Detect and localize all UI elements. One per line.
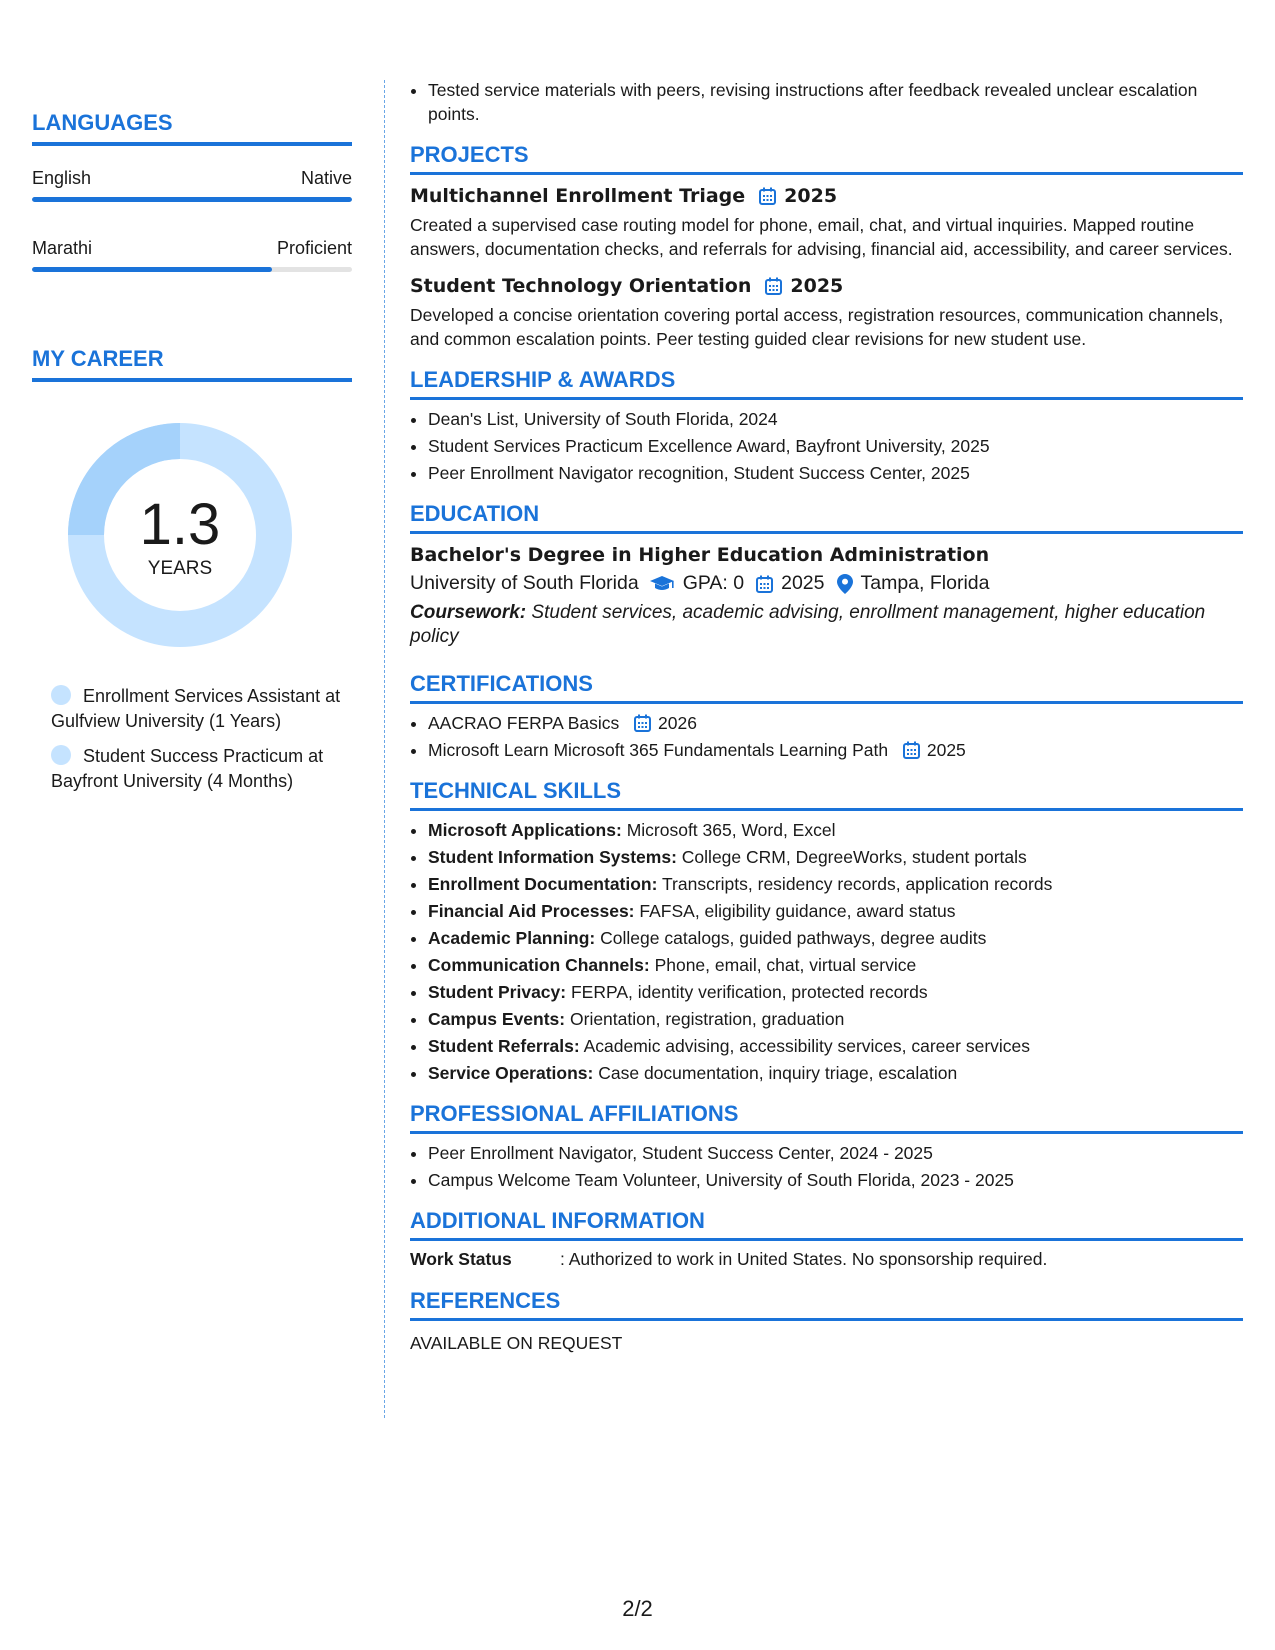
work-status-label: Work Status — [410, 1249, 512, 1269]
project-description: Created a supervised case routing model for phone, email, chat, and virtual inquiries. Mapped routine answers, documentation checks, and referrals for advising, financial aid, accessibility, and career services. — [410, 215, 1233, 259]
skill-value: FAFSA, eligibility guidance, award status — [639, 901, 956, 921]
skill-label: Enrollment Documentation: — [428, 874, 658, 894]
references-heading: REFERENCES — [410, 1288, 1243, 1321]
right-column — [410, 78, 1243, 1354]
language-name: Marathi — [32, 238, 93, 258]
location-pin-icon — [837, 574, 853, 594]
language-bar-fill — [32, 197, 352, 202]
projects-heading: PROJECTS — [410, 142, 1243, 175]
skill-value: Academic advising, accessibility services, career services — [583, 1036, 1031, 1056]
project-item — [410, 185, 1243, 261]
calendar-icon — [634, 714, 651, 732]
list-item: • Peer Enrollment Navigator recognition, Student Success Center, 2025 — [428, 460, 1243, 487]
skill-value: Microsoft 365, Word, Excel — [626, 820, 836, 840]
skill-label: Student Information Systems: — [428, 847, 677, 867]
cert-name: Microsoft Learn Microsoft 365 Fundamentals Learning Path — [428, 740, 889, 760]
graduation-year: 2025 — [781, 572, 825, 594]
certifications-heading: CERTIFICATIONS — [410, 671, 1243, 704]
skill-label: Campus Events: — [428, 1009, 566, 1029]
language-name: English — [32, 168, 92, 188]
career-dot — [51, 745, 71, 765]
list-item — [428, 817, 1243, 844]
calendar-icon — [756, 575, 773, 593]
list-item — [428, 1006, 1243, 1033]
calendar-icon — [759, 187, 776, 205]
cert-name: AACRAO FERPA Basics — [428, 713, 620, 733]
list-item — [428, 925, 1243, 952]
career-item — [51, 684, 352, 734]
languages-heading: LANGUAGES — [32, 110, 352, 146]
career-item — [51, 744, 352, 794]
project-title: Student Technology Orientation — [410, 275, 752, 297]
list-item: • Peer Enrollment Navigator, Student Success Center, 2024 - 2025 — [428, 1140, 1243, 1167]
affiliations-list — [410, 1140, 1243, 1194]
graduation-cap-icon — [649, 575, 675, 593]
work-status-value: : Authorized to work in United States. No sponsorship required. — [560, 1249, 1048, 1269]
language-bar-fill — [32, 267, 272, 272]
project-description: Developed a concise orientation covering portal access, registration resources, communication channels, and common escalation points. Peer testing guided clear revisions for new student use. — [410, 305, 1224, 349]
language-item — [32, 238, 352, 272]
career-dot — [51, 685, 71, 705]
skill-label: Service Operations: — [428, 1063, 594, 1083]
skill-value: Transcripts, residency records, application records — [662, 874, 1053, 894]
coursework — [410, 601, 1243, 649]
coursework-label: Coursework: — [410, 602, 527, 623]
skill-value: College catalogs, guided pathways, degree audits — [600, 928, 987, 948]
skills-list — [410, 817, 1243, 1087]
skill-label: Academic Planning: — [428, 928, 596, 948]
cert-year: 2025 — [926, 740, 966, 760]
list-item — [428, 844, 1243, 871]
list-item: • Student Services Practicum Excellence Award, Bayfront University, 2025 — [428, 433, 1243, 460]
skill-label: Communication Channels: — [428, 955, 650, 975]
project-year: 2025 — [784, 185, 838, 207]
education-meta — [410, 572, 1243, 595]
skill-label: Financial Aid Processes: — [428, 901, 635, 921]
work-status-row — [410, 1249, 1243, 1270]
list-item — [428, 1033, 1243, 1060]
school-name: University of South Florida — [410, 572, 639, 594]
list-item — [428, 898, 1243, 925]
project-title: Multichannel Enrollment Triage — [410, 185, 746, 207]
language-level: Native — [300, 168, 352, 188]
calendar-icon — [903, 741, 920, 759]
language-level: Proficient — [276, 238, 352, 258]
list-item: • Campus Welcome Team Volunteer, University of South Florida, 2023 - 2025 — [428, 1167, 1243, 1194]
school-location: Tampa, Florida — [860, 572, 990, 594]
career-heading: MY CAREER — [32, 346, 352, 382]
coursework-text: Student services, academic advising, enrollment management, higher education policy — [410, 602, 1206, 647]
skill-label: Student Privacy: — [428, 982, 567, 1002]
gpa: GPA: 0 — [682, 572, 745, 594]
references-text: AVAILABLE ON REQUEST — [410, 1333, 623, 1353]
list-item — [428, 737, 1243, 764]
skill-value: Case documentation, inquiry triage, escalation — [598, 1063, 958, 1083]
additional-heading: ADDITIONAL INFORMATION — [410, 1208, 1243, 1241]
career-item-text: Enrollment Services Assistant at Gulfview University (1 Years) — [51, 686, 341, 731]
experience-tail-list — [410, 78, 1243, 126]
list-item — [428, 979, 1243, 1006]
language-item — [32, 168, 352, 202]
leadership-heading: LEADERSHIP & AWARDS — [410, 367, 1243, 400]
skill-value: Orientation, registration, graduation — [570, 1009, 845, 1029]
career-donut — [65, 420, 295, 650]
skill-label: Microsoft Applications: — [428, 820, 622, 840]
skill-label: Student Referrals: — [428, 1036, 580, 1056]
skill-value: College CRM, DegreeWorks, student portals — [681, 847, 1027, 867]
certifications-list — [410, 710, 1243, 764]
language-bar — [32, 267, 352, 272]
list-item: • Dean's List, University of South Florida, 2024 — [428, 406, 1243, 433]
cert-year: 2026 — [658, 713, 697, 733]
education-heading: EDUCATION — [410, 501, 1243, 534]
skill-value: FERPA, identity verification, protected records — [570, 982, 928, 1002]
degree-title: Bachelor's Degree in Higher Education Administration — [410, 544, 990, 566]
career-item-text: Student Success Practicum at Bayfront University (4 Months) — [51, 746, 324, 791]
total-years: 1.3 — [139, 492, 221, 557]
skills-heading: TECHNICAL SKILLS — [410, 778, 1243, 811]
list-item — [428, 952, 1243, 979]
project-year: 2025 — [790, 275, 844, 297]
years-label: YEARS — [147, 558, 213, 579]
list-item: • Tested service materials with peers, revising instructions after feedback revealed unclear escalation points. — [428, 78, 1243, 126]
language-bar — [32, 197, 352, 202]
skill-value: Phone, email, chat, virtual service — [654, 955, 917, 975]
affiliations-heading: PROFESSIONAL AFFILIATIONS — [410, 1101, 1243, 1134]
project-item — [410, 275, 1243, 351]
page-number: 2/2 — [622, 1596, 653, 1621]
column-divider — [384, 80, 385, 1418]
list-item — [428, 710, 1243, 737]
list-item — [428, 1060, 1243, 1087]
calendar-icon — [765, 277, 782, 295]
list-item — [428, 871, 1243, 898]
left-column — [32, 0, 352, 794]
leadership-list — [410, 406, 1243, 487]
